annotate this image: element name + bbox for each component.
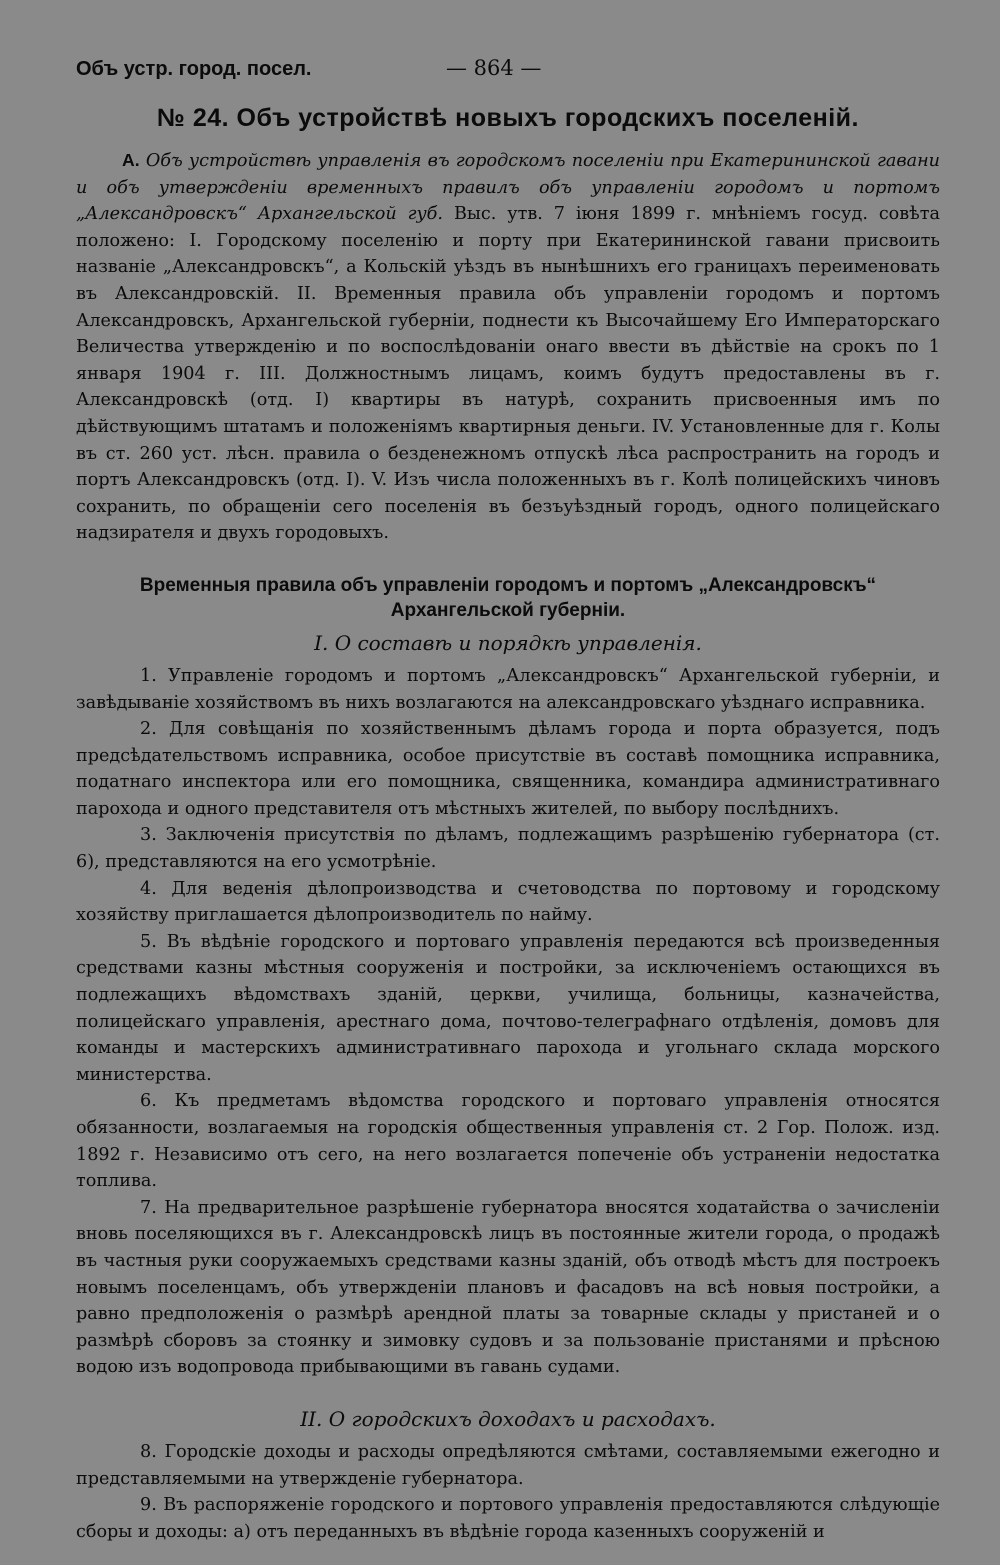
rule-paragraph: 2. Для совѣщанія по хозяйственнымъ дѣламъ города и порта образуется, подъ предсѣдательствомъ исправника, особое присутствіе въ составѣ помощника исправника, податнаго инспектора или его помощника, священника, командира административнаго парохода и одного представителя отъ мѣстныхъ жителей, по выбору послѣднихъ. bbox=[76, 719, 940, 819]
rule-paragraph: 9. Въ распоряженіе городского и портового управленія предоставляются слѣдующіе сборы и доходы: а) отъ переданныхъ въ вѣдѣніе города казенныхъ сооруженій и bbox=[76, 1495, 940, 1542]
page-number: — 864 — bbox=[446, 56, 542, 80]
rules-title: Временныя правила объ управленіи городомъ и портомъ „Александровскъ“ Архангельской губерніи. bbox=[139, 574, 877, 621]
section-1-title: I. О составѣ и порядкѣ управленія. bbox=[314, 630, 702, 655]
intro-italic-title: Объ устройствѣ управленія въ городскомъ поселеніи при Екатерининской гавани и объ утвержденіи временныхъ правилъ объ управленіи городомъ и портомъ „Александровскъ“ Архангельской губ. bbox=[76, 151, 940, 225]
rule-paragraph: 3. Заключенія присутствія по дѣламъ, подлежащимъ разрѣшенію губернатора (ст. 6), представляются на его усмотрѣніе. bbox=[76, 825, 940, 873]
rule-paragraph: 8. Городскіе доходы и расходы опредѣляются смѣтами, составляемыми ежегодно и представляемыми на утвержденіе губернатора. bbox=[76, 1441, 940, 1489]
article-intro bbox=[76, 147, 940, 547]
rule-paragraph: 4. Для веденія дѣлопроизводства и счетоводства по портовому и городскому хозяйству приглашается дѣлопроизводитель по найму. bbox=[76, 878, 940, 926]
rule-paragraph: 7. На предварительное разрѣшеніе губернатора вносятся ходатайства о зачисленіи вновь поселяющихся въ г. Александровскѣ лицъ въ постоянные жители города, о продажѣ въ частныя руки сооружаемыхъ средствами казны зданій, объ отводѣ мѣстъ для построекъ новымъ поселенцамъ, объ утвержденіи плановъ и фасадовъ на всѣ новыя постройки, а равно предположенія о размѣрѣ арендной платы за товарные склады у пристаней и о размѣрѣ сборовъ за стоянку и зимовку судовъ и за пользованіе пристанями и прѣсною водою изъ водопровода прибывающими въ гавань судами. bbox=[76, 1197, 940, 1378]
running-header-title: Объ устр. город. посел. bbox=[76, 58, 312, 80]
running-header bbox=[76, 52, 940, 90]
section-letter: А. bbox=[122, 150, 140, 170]
rule-paragraph: 1. Управленіе городомъ и портомъ „Александровскъ“ Архангельской губерніи, и завѣдываніе хозяйствомъ въ нихъ возлагаются на александровскаго уѣзднаго исправника. bbox=[76, 665, 940, 713]
rule-paragraph: 6. Къ предметамъ вѣдомства городского и портоваго управленія относятся обязанности, возлагаемыя на городскія общественныя управленія ст. 2 Гор. Полож. изд. 1892 г. Независимо отъ сего, на него возлагается попеченіе объ устраненіи недостатка топлива. bbox=[76, 1091, 940, 1192]
section-2-title: II. О городскихъ доходахъ и расходахъ. bbox=[300, 1406, 716, 1431]
article-heading: № 24. Объ устройствѣ новыхъ городскихъ поселеній. bbox=[157, 104, 859, 132]
intro-body: Выс. утв. 7 іюня 1899 г. мнѣніемъ госуд. совѣта положено: I. Городскому поселенію и порту при Екатерининской гавани присвоить названіе „Александровскъ“, а Кольскій уѣздъ въ нынѣшнихъ его границахъ переименовать въ Александровскій. II. Временныя правила объ управленіи городомъ и портомъ Александровскъ, Архангельской губерніи, поднести къ Высочайшему Его Императорскаго Величества утвержденію и по воспослѣдованіи онаго ввести въ дѣйствіе на срокъ по 1 января 1904 г. III. Должностнымъ лицамъ, коимъ будутъ предоставлены въ г. Александровскѣ (отд. I) квартиры въ натурѣ, сохранить присвоенныя имъ по дѣйствующимъ штатамъ и положеніямъ квартирныя деньги. IV. Установленные для г. Колы въ ст. 260 уст. лѣсн. правила о безденежномъ отпускѣ лѣса распространить на городъ и портъ Александровскъ (отд. I). V. Изъ числа положенныхъ въ г. Колѣ полицейскихъ чиновъ сохранить, по обращеніи сего поселенія въ безъуѣздный городъ, одного полицейскаго надзирателя и двухъ городовыхъ. bbox=[76, 204, 941, 544]
rule-paragraph: 5. Въ вѣдѣніе городского и портоваго управленія передаются всѣ произведенныя средствами казны мѣстныя сооруженія и постройки, за исключеніемъ остающихся въ подлежащихъ вѣдомствахъ зданій, церкви, училища, больницы, казначейства, полицейскаго управленія, арестнаго дома, почтово-телеграфнаго отдѣленія, домовъ для команды и мастерскихъ административнаго парохода и угольнаго склада морского министерства. bbox=[76, 931, 940, 1085]
